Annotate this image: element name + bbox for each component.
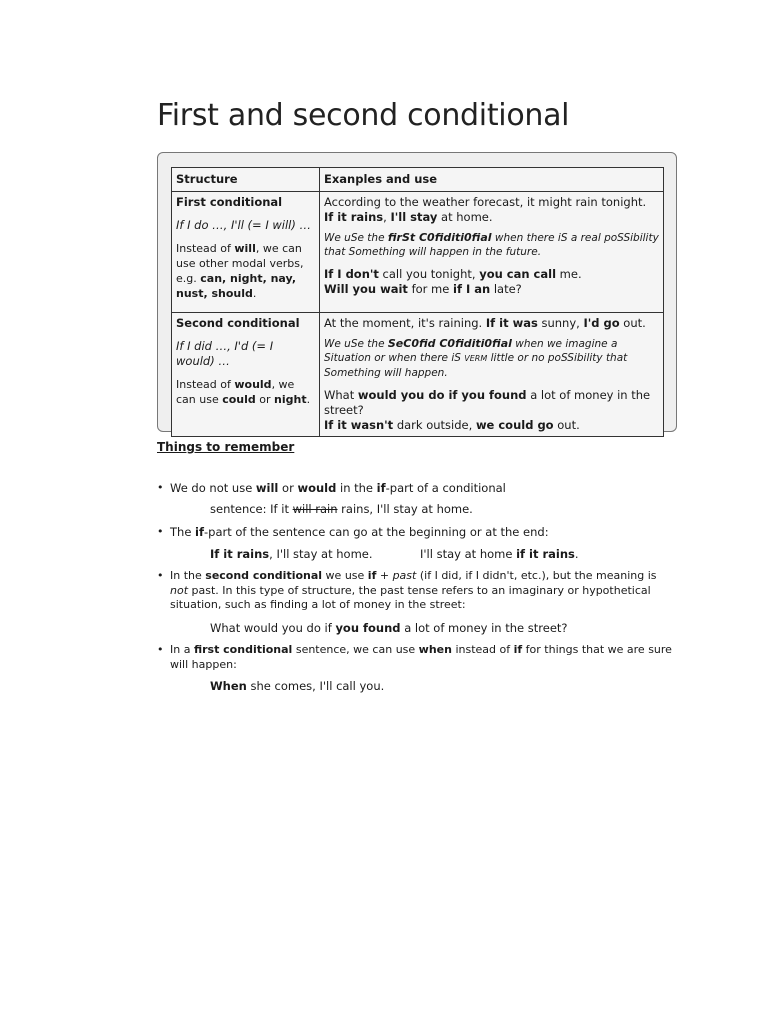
page-title: First and second conditional — [157, 98, 570, 133]
bullet-1-example: sentence: If it will rain rains, I'll stay at home. — [210, 502, 473, 516]
examples-cell-first — [320, 192, 664, 313]
bullet-dot-1: • — [157, 481, 164, 494]
bullet-3-example: What would you do if you found a lot of money in the street? — [210, 621, 568, 635]
table-header-row — [172, 168, 664, 192]
second-use-note: We uSe the SeC0fid C0fiditi0fial when we imagine a Situation or when there iS VERM little or no poSSibility that Something will happen. — [324, 337, 628, 379]
bullet-dot-4: • — [157, 643, 164, 656]
bullet-2-example-2: I'll stay at home if it rains. — [420, 547, 579, 561]
second-conditional-form: If I did …, I'd (= I would) … — [176, 339, 274, 368]
second-example-3: If it wasn't dark outside, we could go out. — [324, 418, 580, 432]
second-conditional-heading: Second conditional — [176, 316, 300, 330]
bullet-2-example-1: If it rains, I'll stay at home. — [210, 547, 373, 561]
first-conditional-heading: First conditional — [176, 195, 283, 209]
bullet-dot-2: • — [157, 525, 164, 538]
table-row-first — [172, 192, 664, 313]
second-modal-note: Instead of would, we can use could or night. — [176, 378, 311, 406]
conditional-table — [171, 167, 664, 437]
second-example-2: What would you do if you found a lot of money in the street? — [324, 388, 651, 417]
table-row-second — [172, 313, 664, 437]
structure-cell-first — [172, 192, 320, 313]
bullet-3-text: In the second conditional we use if + past (if I did, if I didn't, etc.), but the meaning is not past. In this type of structure, the past tense refers to an imaginary or hypothetical situation, such as finding a lot of money in the street: — [170, 569, 657, 611]
bullet-4-example: When she comes, I'll call you. — [210, 679, 385, 693]
first-example-1: According to the weather forecast, it might rain tonight. — [324, 195, 647, 209]
first-example-3: If I don't call you tonight, you can call me. — [324, 267, 582, 281]
examples-cell-second — [320, 313, 664, 437]
first-example-4: Will you wait for me if I an late? — [324, 282, 522, 296]
bullet-dot-3: • — [157, 569, 164, 582]
structure-cell-second — [172, 313, 320, 437]
things-to-remember-heading: Things to remember — [157, 440, 295, 454]
header-examples: Exanples and use — [320, 168, 664, 192]
bullet-4-text: In a first conditional sentence, we can use when instead of if for things that we are sure will happen: — [170, 643, 672, 671]
second-example-1: At the moment, it's raining. If it was sunny, I'd go out. — [324, 316, 646, 330]
first-conditional-form: If I do …, I'll (= I will) … — [176, 218, 312, 232]
first-modal-note: Instead of will, we can use other modal verbs, e.g. can, night, nay, nust, should. — [176, 242, 304, 300]
header-structure: Structure — [172, 168, 320, 192]
first-example-2: If it rains, I'll stay at home. — [324, 210, 493, 224]
first-use-note: We uSe the firSt C0fiditi0fial when there iS a real poSSibility that Something will happen in the future. — [324, 231, 659, 258]
bullet-1-text: We do not use will or would in the if-part of a conditional — [170, 481, 506, 495]
bullet-2-text: The if-part of the sentence can go at the beginning or at the end: — [170, 525, 549, 539]
